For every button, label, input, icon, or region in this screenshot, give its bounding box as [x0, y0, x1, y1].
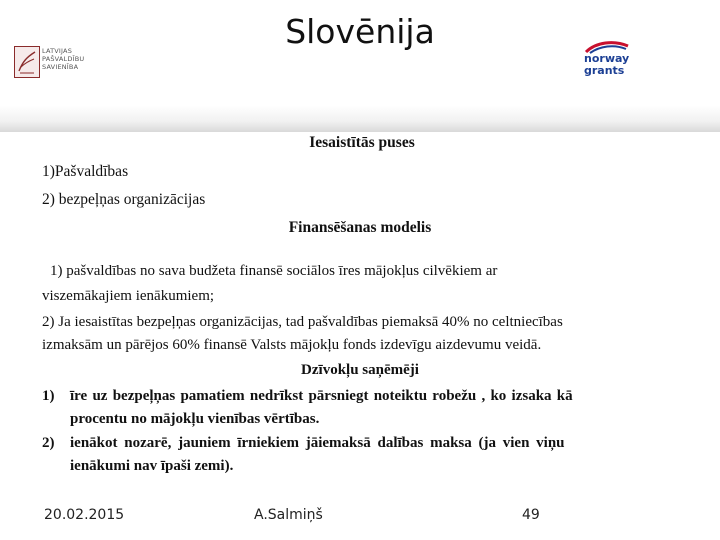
footer-author: A.Salmiņš: [254, 507, 323, 523]
lps-logo-text: LATVIJAS PAŠVALDĪBU SAVIENĪBA: [42, 47, 85, 71]
footer-date: 20.02.2015: [44, 507, 125, 523]
model-item-2-line1: 2) Ja iesaistītas bezpeļņas organizācijas, tad pašvaldības piemaksā 40% no celtniecības: [42, 314, 563, 330]
heading-financing-model: Finansēšanas modelis: [288, 219, 432, 236]
model-item-1-line1: 1) pašvaldības no sava budžeta finansē sociālos īres mājokļus cilvēkiem ar: [50, 263, 498, 279]
recipient-item-1-line2: procentu no mājokļu vienības vērtības.: [70, 411, 320, 427]
heading-parties: Iesaistītās puses: [309, 134, 415, 151]
slide-title: Slovēnija: [285, 12, 435, 51]
model-item-1-line2: viszemākajiem ienākumiem;: [42, 288, 215, 304]
footer-page-number: 49: [522, 507, 540, 523]
party-item-1: 1)Pašvaldības: [42, 163, 129, 180]
recipient-item-2-line1: ienākot nozarē, jauniem īrniekiem jāiemaksā dalības maksa (ja vien viņu: [70, 435, 565, 451]
recipient-item-1-number: 1): [42, 388, 55, 404]
heading-recipients: Dzīvokļu saņēmēji: [301, 362, 419, 378]
recipient-item-1-line1: īre uz bezpeļņas pamatiem nedrīkst pārsniegt noteiktu robežu , ko izsaka kā: [70, 388, 573, 404]
recipient-item-2-line2: ienākumi nav īpaši zemi).: [70, 458, 234, 474]
recipient-item-2-number: 2): [42, 435, 55, 451]
norway-grants-logo: norway grants: [574, 40, 644, 82]
model-item-2-line2: izmaksām un pārējos 60% finansē Valsts mājokļu fonds izdevīgu aizdevumu veidā.: [42, 337, 542, 353]
party-item-2: 2) bezpeļņas organizācijas: [42, 191, 206, 208]
slide-header: [0, 0, 720, 132]
